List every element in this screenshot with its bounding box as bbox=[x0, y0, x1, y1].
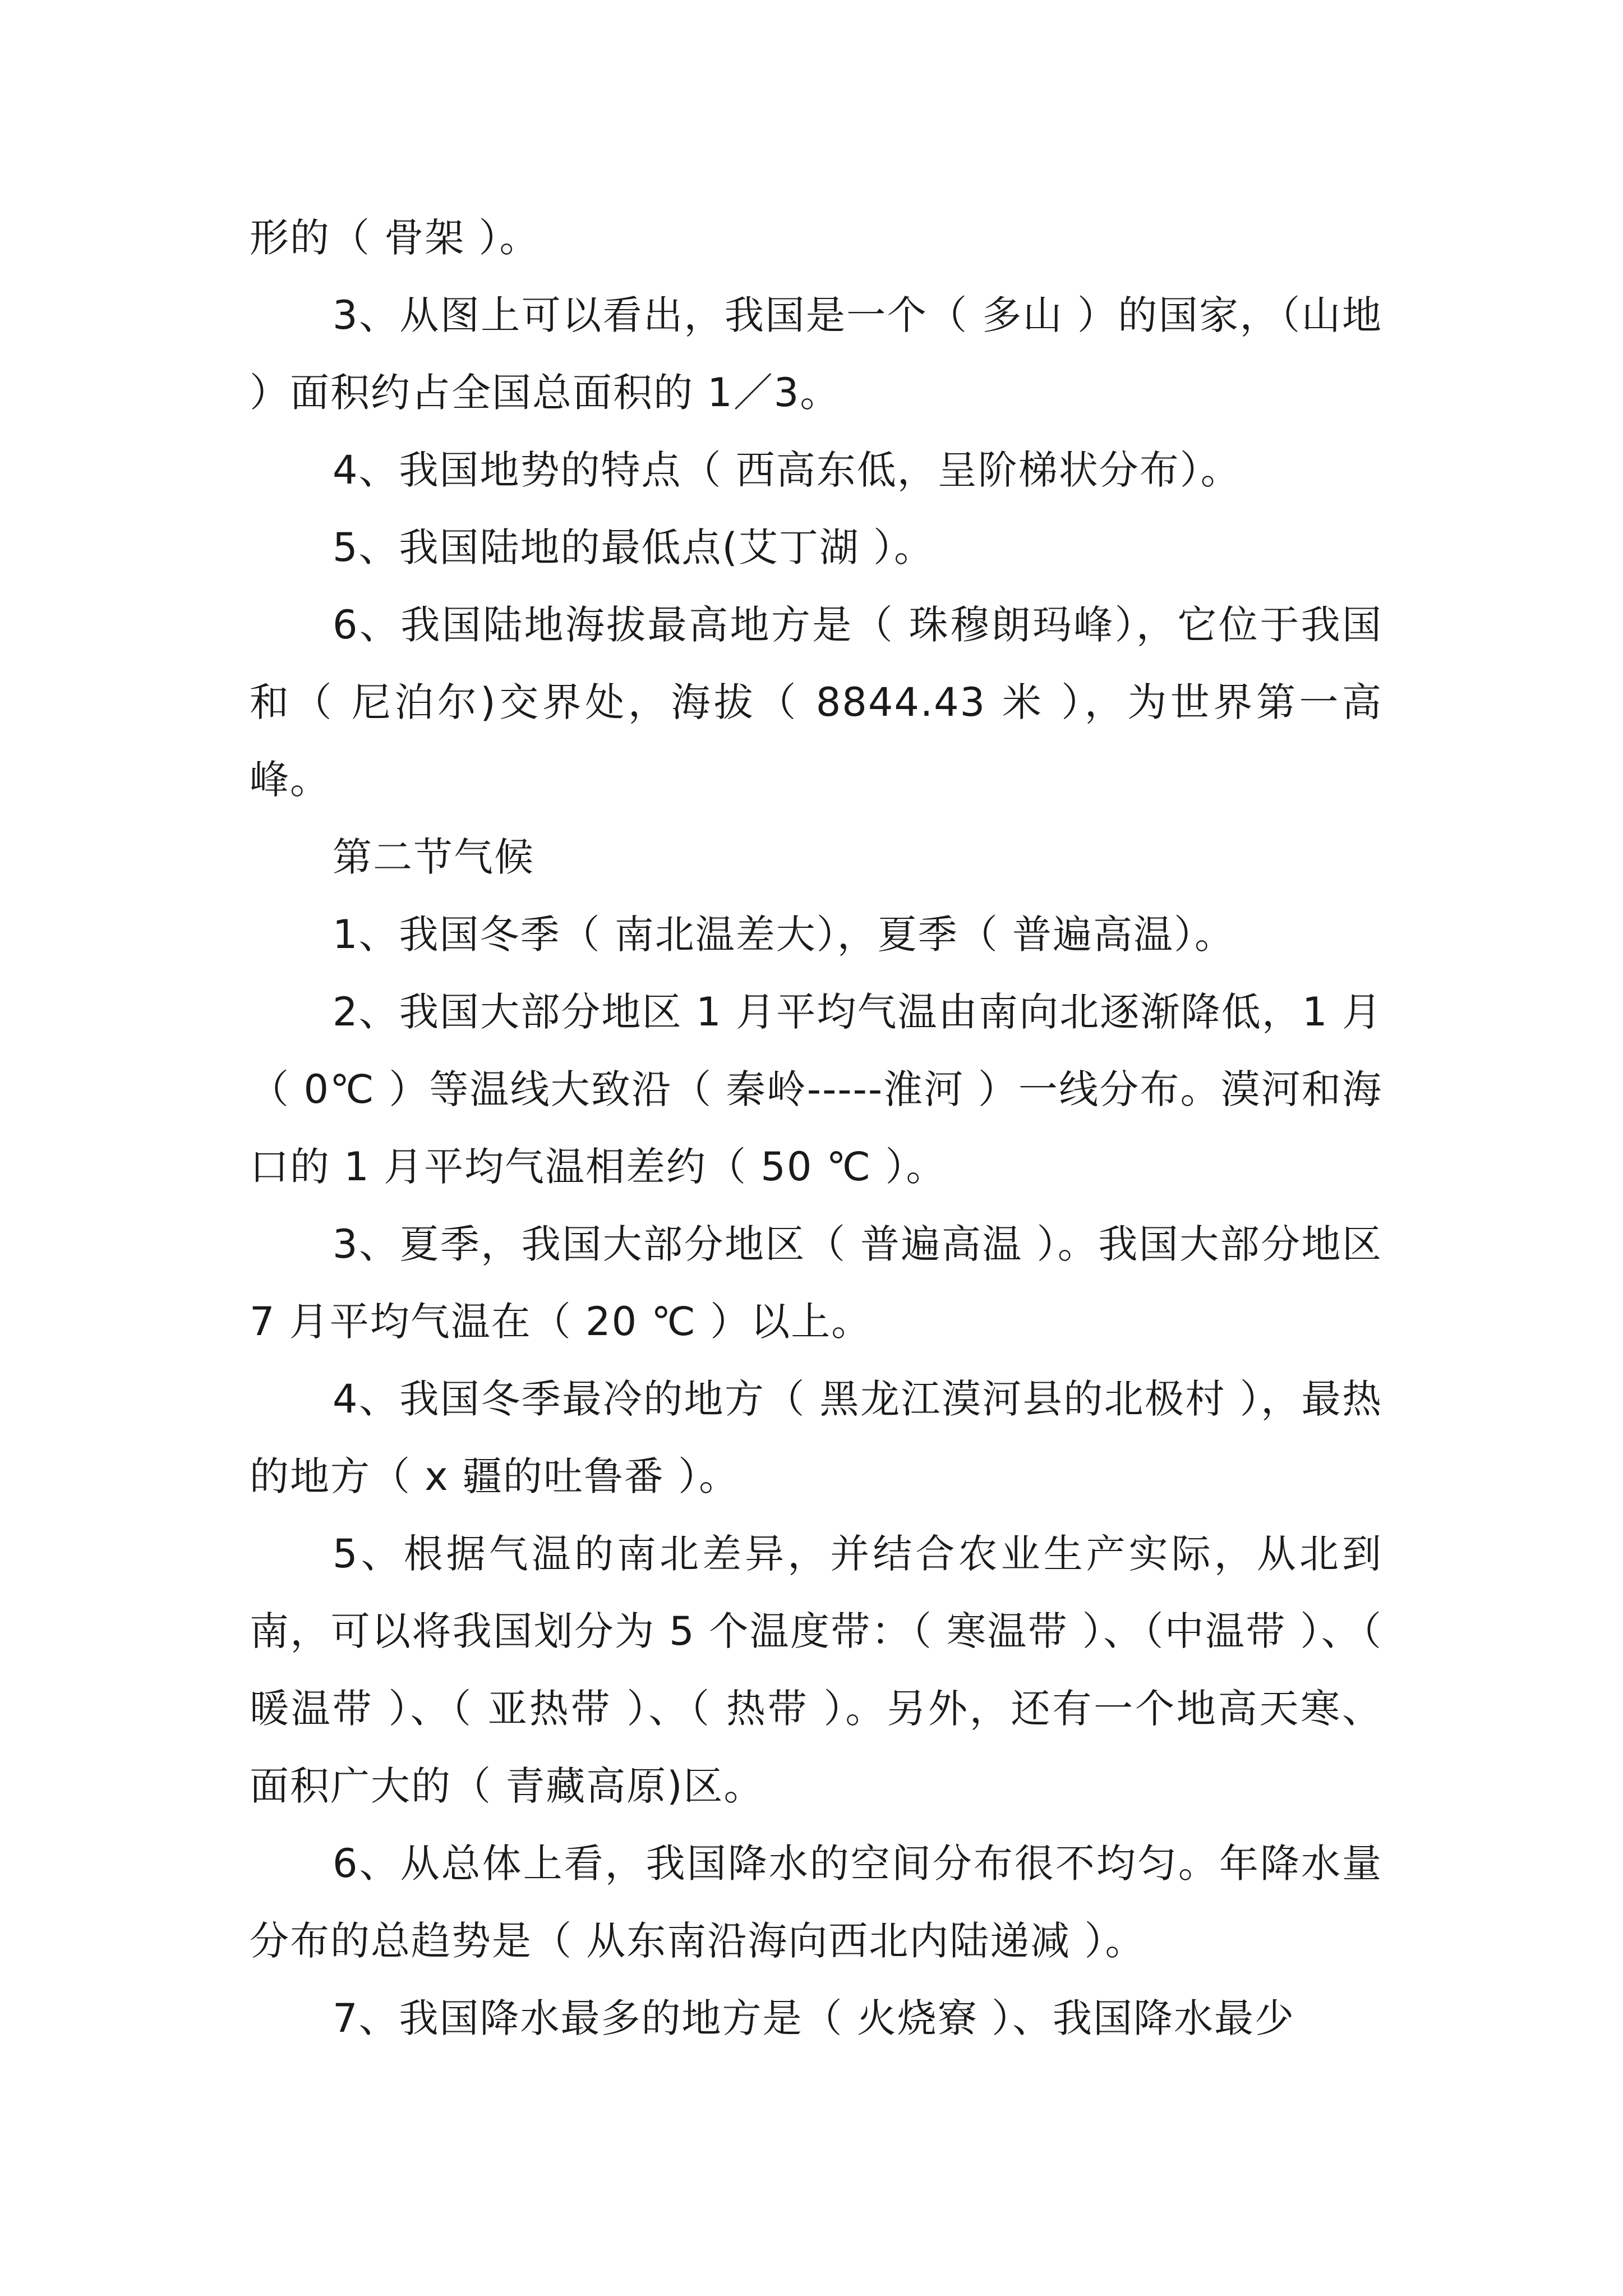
paragraph: 2、我国大部分地区 1 月平均气温由南向北逐渐降低，1 月（ 0℃ ）等温线大致沿（ 秦岭-----淮河 ）一线分布。漠河和海口的 1 月平均气温相差约（ 50 ℃ ）。 bbox=[250, 989, 1382, 1190]
paragraph: 6、从总体上看，我国降水的空间分布很不均匀。年降水量分布的总趋势是（ 从东南沿海向西北内陆递减 ）。 bbox=[250, 1841, 1382, 1964]
paragraph: 4、我国冬季最冷的地方（ 黑龙江漠河县的北极村 ），最热的地方（ x 疆的吐鲁番 ）。 bbox=[250, 1376, 1382, 1499]
section-heading: 第二节气候 bbox=[333, 834, 534, 880]
paragraph: 5、根据气温的南北差异，并结合农业生产实际，从北到南，可以将我国划分为 5 个温度带：（ 寒温带 ）、（中温带 ）、（ 暖温带 ）、（ 亚热带 ）、（ 热带 ）。另外，还有一个地高天寒、面积广大的（ 青藏高原)区。 bbox=[250, 1531, 1382, 1809]
paragraph: 3、夏季，我国大部分地区（ 普遍高温 ）。我国大部分地区 7 月平均气温在（ 20 ℃ ）以上。 bbox=[250, 1221, 1382, 1345]
paragraph: 6、我国陆地海拔最高地方是（ 珠穆朗玛峰），它位于我国和（ 尼泊尔)交界处，海拔（ 8844.43 米 ），为世界第一高峰。 bbox=[250, 602, 1382, 803]
paragraph: 3、从图上可以看出，我国是一个（ 多山 ）的国家，（山地 ）面积约占全国总面积的 1／3。 bbox=[250, 292, 1382, 416]
paragraph: 5、我国陆地的最低点(艾丁湖 ）。 bbox=[333, 524, 935, 570]
paragraph: 7、我国降水最多的地方是（ 火烧寮 ）、我国降水最少 bbox=[333, 1995, 1295, 2041]
document-body bbox=[250, 199, 1382, 2057]
paragraph: 形的（ 骨架 ）。 bbox=[250, 215, 540, 261]
paragraph: 4、我国地势的特点（ 西高东低，呈阶梯状分布）。 bbox=[333, 447, 1241, 493]
paragraph: 1、我国冬季（ 南北温差大），夏季（ 普遍高温）。 bbox=[333, 912, 1235, 958]
